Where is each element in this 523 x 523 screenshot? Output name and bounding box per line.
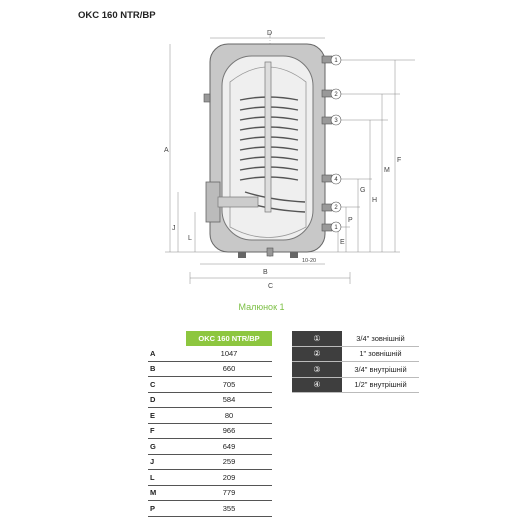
dim-value: 705 bbox=[186, 377, 272, 393]
table-row bbox=[292, 346, 419, 362]
dim-key: A bbox=[148, 346, 186, 361]
dim-label-h: H bbox=[372, 197, 378, 204]
dim-value: 649 bbox=[186, 439, 272, 455]
table-row bbox=[148, 470, 272, 486]
table-row bbox=[292, 377, 419, 393]
dim-label-e: E bbox=[340, 239, 345, 246]
dim-value: 80 bbox=[186, 408, 272, 424]
table-row bbox=[148, 454, 272, 470]
dim-key: F bbox=[148, 423, 186, 439]
dim-label-l: L bbox=[188, 235, 192, 242]
table-row bbox=[148, 346, 272, 361]
table-row bbox=[148, 501, 272, 517]
dim-label-p: P bbox=[348, 217, 353, 224]
dim-key: C bbox=[148, 377, 186, 393]
dim-label-c: C bbox=[268, 283, 274, 290]
marker-2-top: 2 bbox=[334, 92, 338, 98]
connection-description: 1/2" внутрішній bbox=[342, 377, 419, 393]
marker-1-top: 1 bbox=[334, 58, 338, 64]
dim-key: J bbox=[148, 454, 186, 470]
dim-label-g: G bbox=[360, 187, 366, 194]
dim-key: B bbox=[148, 361, 186, 377]
dim-label-a: A bbox=[164, 147, 169, 154]
figure-caption: Малюнок 1 bbox=[238, 302, 285, 312]
connection-description: 3/4" зовнішній bbox=[342, 331, 419, 346]
dim-value: 259 bbox=[186, 454, 272, 470]
connection-description: 3/4" внутрішній bbox=[342, 362, 419, 378]
connection-number: ② bbox=[292, 346, 342, 362]
connection-number: ④ bbox=[292, 377, 342, 393]
dimensions-table bbox=[148, 331, 272, 517]
dim-value: 660 bbox=[186, 361, 272, 377]
dim-value: 209 bbox=[186, 470, 272, 486]
table-row bbox=[148, 392, 272, 408]
table-row bbox=[148, 485, 272, 501]
boiler-technical-drawing bbox=[150, 22, 420, 292]
dim-value: 584 bbox=[186, 392, 272, 408]
dim-key: E bbox=[148, 408, 186, 424]
table-row bbox=[148, 361, 272, 377]
connections-table bbox=[292, 331, 419, 393]
table-row bbox=[148, 439, 272, 455]
dim-key: G bbox=[148, 439, 186, 455]
marker-4: 4 bbox=[334, 177, 338, 183]
dim-value: 779 bbox=[186, 485, 272, 501]
table-row bbox=[292, 362, 419, 378]
dim-label-b: B bbox=[263, 269, 268, 276]
connection-number: ① bbox=[292, 331, 342, 346]
connection-description: 1" зовнішній bbox=[342, 346, 419, 362]
marker-1-bottom: 1 bbox=[334, 225, 338, 231]
dim-label-j: J bbox=[172, 225, 176, 232]
table-row bbox=[292, 331, 419, 346]
dim-key: M bbox=[148, 485, 186, 501]
table-row bbox=[148, 423, 272, 439]
dimensions-table-title: OKC 160 NTR/BP bbox=[186, 331, 272, 346]
table-row bbox=[148, 377, 272, 393]
range-label: 10-20 bbox=[302, 258, 317, 264]
dim-value: 966 bbox=[186, 423, 272, 439]
marker-3: 3 bbox=[334, 118, 338, 124]
dim-key: L bbox=[148, 470, 186, 486]
dim-value: 1047 bbox=[186, 346, 272, 361]
dim-key: P bbox=[148, 501, 186, 517]
dim-value: 355 bbox=[186, 501, 272, 517]
dim-label-f: F bbox=[397, 157, 402, 164]
dimensions-table-header bbox=[148, 331, 272, 346]
dim-key: D bbox=[148, 392, 186, 408]
dim-label-d: D bbox=[267, 30, 273, 37]
table-row bbox=[148, 408, 272, 424]
dim-label-m: M bbox=[384, 167, 390, 174]
marker-2-bottom: 2 bbox=[334, 205, 338, 211]
connection-number: ③ bbox=[292, 362, 342, 378]
page-title: OKC 160 NTR/BP bbox=[78, 10, 156, 21]
